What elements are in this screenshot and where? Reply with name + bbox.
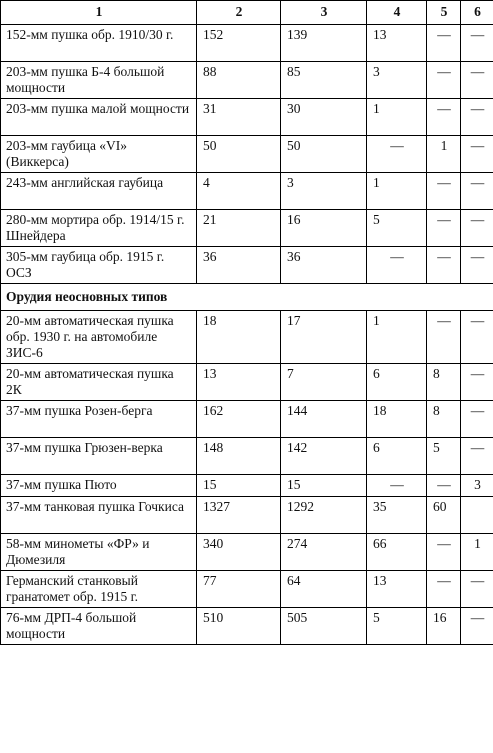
- value-cell: 1: [367, 99, 427, 136]
- value-cell: —: [427, 62, 461, 99]
- column-header-4: 4: [367, 1, 427, 25]
- value-cell: 7: [281, 364, 367, 401]
- value-cell: —: [367, 247, 427, 284]
- value-cell: —: [427, 25, 461, 62]
- table-row: [1, 247, 493, 284]
- value-cell: 1: [367, 311, 427, 364]
- weapon-name-cell: 37-мм пушка Грюзен-верка: [1, 438, 197, 475]
- value-cell: 36: [281, 247, 367, 284]
- value-cell: —: [427, 534, 461, 571]
- value-cell: 30: [281, 99, 367, 136]
- value-cell: —: [427, 475, 461, 497]
- value-cell: 139: [281, 25, 367, 62]
- value-cell: 8: [427, 401, 461, 438]
- weapon-name-cell: 243-мм английская гаубица: [1, 173, 197, 210]
- column-header-5: 5: [427, 1, 461, 25]
- value-cell: —: [427, 99, 461, 136]
- value-cell: 85: [281, 62, 367, 99]
- value-cell: —: [427, 173, 461, 210]
- table-row: [1, 173, 493, 210]
- table-row: [1, 438, 493, 475]
- weapon-name-cell: 203-мм пушка малой мощности: [1, 99, 197, 136]
- value-cell: 18: [367, 401, 427, 438]
- table-row: [1, 62, 493, 99]
- value-cell: 144: [281, 401, 367, 438]
- weapon-name-cell: 280-мм мортира обр. 1914/15 г. Шнейдера: [1, 210, 197, 247]
- value-cell: 1327: [197, 497, 281, 534]
- value-cell: —: [461, 173, 493, 210]
- weapon-name-cell: 203-мм гаубица «VI» (Виккерса): [1, 136, 197, 173]
- value-cell: 13: [367, 25, 427, 62]
- value-cell: 1: [367, 173, 427, 210]
- weapon-name-cell: 203-мм пушка Б-4 большой мощности: [1, 62, 197, 99]
- value-cell: —: [427, 311, 461, 364]
- value-cell: 50: [281, 136, 367, 173]
- weapon-name-cell: Германский станковый гранатомет обр. 1915 г.: [1, 571, 197, 608]
- value-cell: 142: [281, 438, 367, 475]
- table-row: [1, 608, 493, 645]
- weapon-name-cell: 76-мм ДРП-4 большой мощности: [1, 608, 197, 645]
- weapon-name-cell: 37-мм пушка Розен-берга: [1, 401, 197, 438]
- value-cell: —: [461, 62, 493, 99]
- table-row: [1, 401, 493, 438]
- value-cell: 5: [367, 210, 427, 247]
- value-cell: 15: [281, 475, 367, 497]
- value-cell: —: [461, 136, 493, 173]
- value-cell: —: [461, 99, 493, 136]
- value-cell: 21: [197, 210, 281, 247]
- value-cell: 3: [367, 62, 427, 99]
- weapon-name-cell: 152-мм пушка обр. 1910/30 г.: [1, 25, 197, 62]
- value-cell: 3: [281, 173, 367, 210]
- value-cell: 64: [281, 571, 367, 608]
- table-row: [1, 210, 493, 247]
- column-header-3: 3: [281, 1, 367, 25]
- table-row: [1, 25, 493, 62]
- value-cell: 6: [367, 438, 427, 475]
- table-row: [1, 99, 493, 136]
- value-cell: 31: [197, 99, 281, 136]
- value-cell: 17: [281, 311, 367, 364]
- table-row: [1, 534, 493, 571]
- value-cell: 16: [281, 210, 367, 247]
- value-cell: 36: [197, 247, 281, 284]
- value-cell: —: [461, 608, 493, 645]
- value-cell: 18: [197, 311, 281, 364]
- value-cell: —: [461, 401, 493, 438]
- value-cell: —: [461, 571, 493, 608]
- value-cell: —: [461, 247, 493, 284]
- value-cell: 274: [281, 534, 367, 571]
- value-cell: —: [461, 210, 493, 247]
- column-header-2: 2: [197, 1, 281, 25]
- value-cell: —: [461, 438, 493, 475]
- weapon-name-cell: 20-мм автоматическая пушка обр. 1930 г. на автомобиле ЗИС-6: [1, 311, 197, 364]
- value-cell: 340: [197, 534, 281, 571]
- value-cell: 6: [367, 364, 427, 401]
- column-header-1: 1: [1, 1, 197, 25]
- value-cell: —: [427, 571, 461, 608]
- value-cell: 50: [197, 136, 281, 173]
- value-cell: 5: [367, 608, 427, 645]
- value-cell: 1292: [281, 497, 367, 534]
- section-title: Орудия неосновных типов: [1, 284, 493, 311]
- value-cell: 5: [427, 438, 461, 475]
- value-cell: —: [427, 210, 461, 247]
- value-cell: 77: [197, 571, 281, 608]
- weapon-name-cell: 37-мм танковая пушка Гочкиса: [1, 497, 197, 534]
- table-row: [1, 497, 493, 534]
- table-row: [1, 571, 493, 608]
- table-row: [1, 136, 493, 173]
- value-cell: 8: [427, 364, 461, 401]
- value-cell: 4: [197, 173, 281, 210]
- column-header-6: 6: [461, 1, 493, 25]
- weapon-name-cell: 37-мм пушка Пюто: [1, 475, 197, 497]
- value-cell: —: [461, 311, 493, 364]
- value-cell: —: [367, 475, 427, 497]
- value-cell: 13: [197, 364, 281, 401]
- value-cell: 1: [461, 534, 493, 571]
- value-cell: 3: [461, 475, 493, 497]
- value-cell: 162: [197, 401, 281, 438]
- value-cell: [461, 497, 493, 534]
- weapon-name-cell: 58-мм минометы «ФР» и Дюмезиля: [1, 534, 197, 571]
- header-row: [1, 1, 493, 25]
- value-cell: 13: [367, 571, 427, 608]
- value-cell: 510: [197, 608, 281, 645]
- value-cell: 505: [281, 608, 367, 645]
- weapon-name-cell: 305-мм гаубица обр. 1915 г. ОСЗ: [1, 247, 197, 284]
- value-cell: 1: [427, 136, 461, 173]
- value-cell: 148: [197, 438, 281, 475]
- value-cell: 35: [367, 497, 427, 534]
- table-row: [1, 364, 493, 401]
- value-cell: —: [461, 364, 493, 401]
- value-cell: 60: [427, 497, 461, 534]
- value-cell: —: [427, 247, 461, 284]
- table-row: [1, 475, 493, 497]
- value-cell: 152: [197, 25, 281, 62]
- value-cell: 88: [197, 62, 281, 99]
- value-cell: 66: [367, 534, 427, 571]
- value-cell: 15: [197, 475, 281, 497]
- table-row: [1, 311, 493, 364]
- value-cell: 16: [427, 608, 461, 645]
- value-cell: —: [461, 25, 493, 62]
- section-row: [1, 284, 493, 311]
- value-cell: —: [367, 136, 427, 173]
- weapon-name-cell: 20-мм автоматическая пушка 2К: [1, 364, 197, 401]
